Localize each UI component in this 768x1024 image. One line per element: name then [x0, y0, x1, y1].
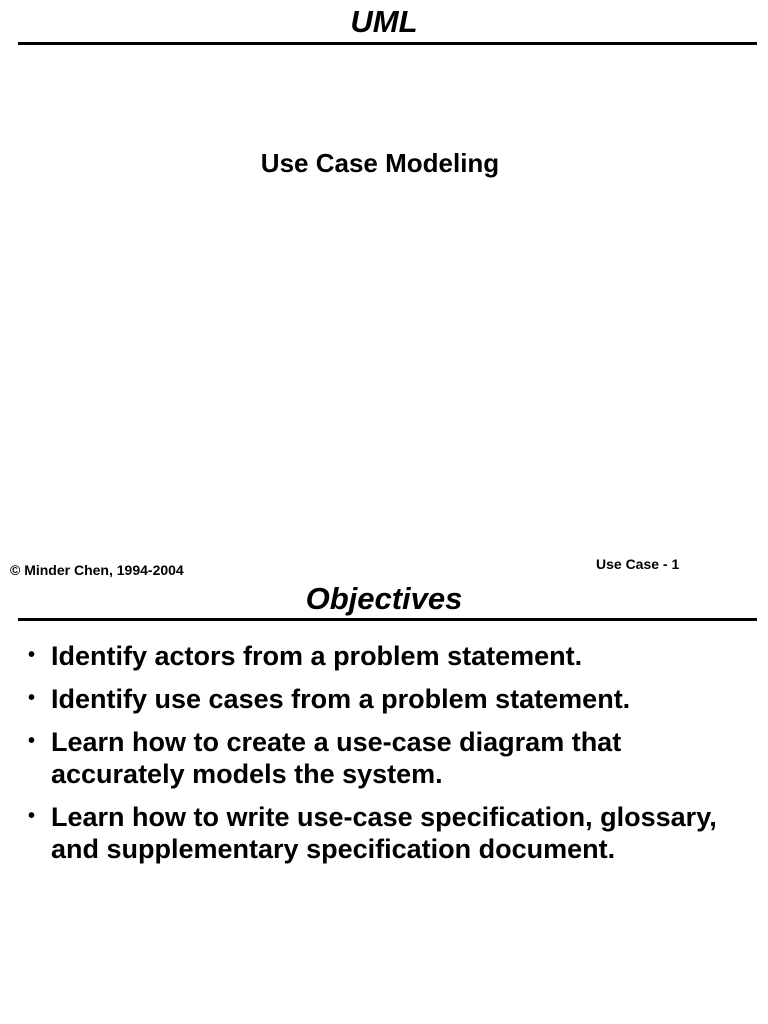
slide-header: UML: [350, 4, 418, 39]
bullet-icon: •: [28, 730, 36, 752]
bullet-icon: •: [28, 687, 36, 709]
bullet-icon: •: [28, 644, 36, 666]
list-item-text: Identify use cases from a problem statement.: [51, 684, 631, 714]
list-item-text: Learn how to create a use-case diagram that accurately models the system.: [51, 727, 622, 789]
list-item: [28, 683, 748, 715]
list-item-text: Learn how to write use-case specification, glossary, and supplementary specification document.: [51, 802, 717, 864]
list-item-text: Identify actors from a problem statement.: [51, 641, 583, 671]
list-item: [28, 726, 748, 790]
slide-objectives: [0, 581, 768, 1024]
header-rule: [18, 42, 757, 45]
list-item: [28, 801, 748, 865]
objectives-list: [28, 640, 748, 876]
header-rule: [18, 618, 757, 621]
bullet-icon: •: [28, 805, 36, 827]
copyright-footer: © Minder Chen, 1994-2004: [10, 562, 184, 578]
slide-title: Use Case Modeling: [260, 148, 500, 178]
page-number: Use Case - 1: [596, 556, 680, 572]
list-item: [28, 640, 748, 672]
slide-header: Objectives: [305, 581, 463, 616]
